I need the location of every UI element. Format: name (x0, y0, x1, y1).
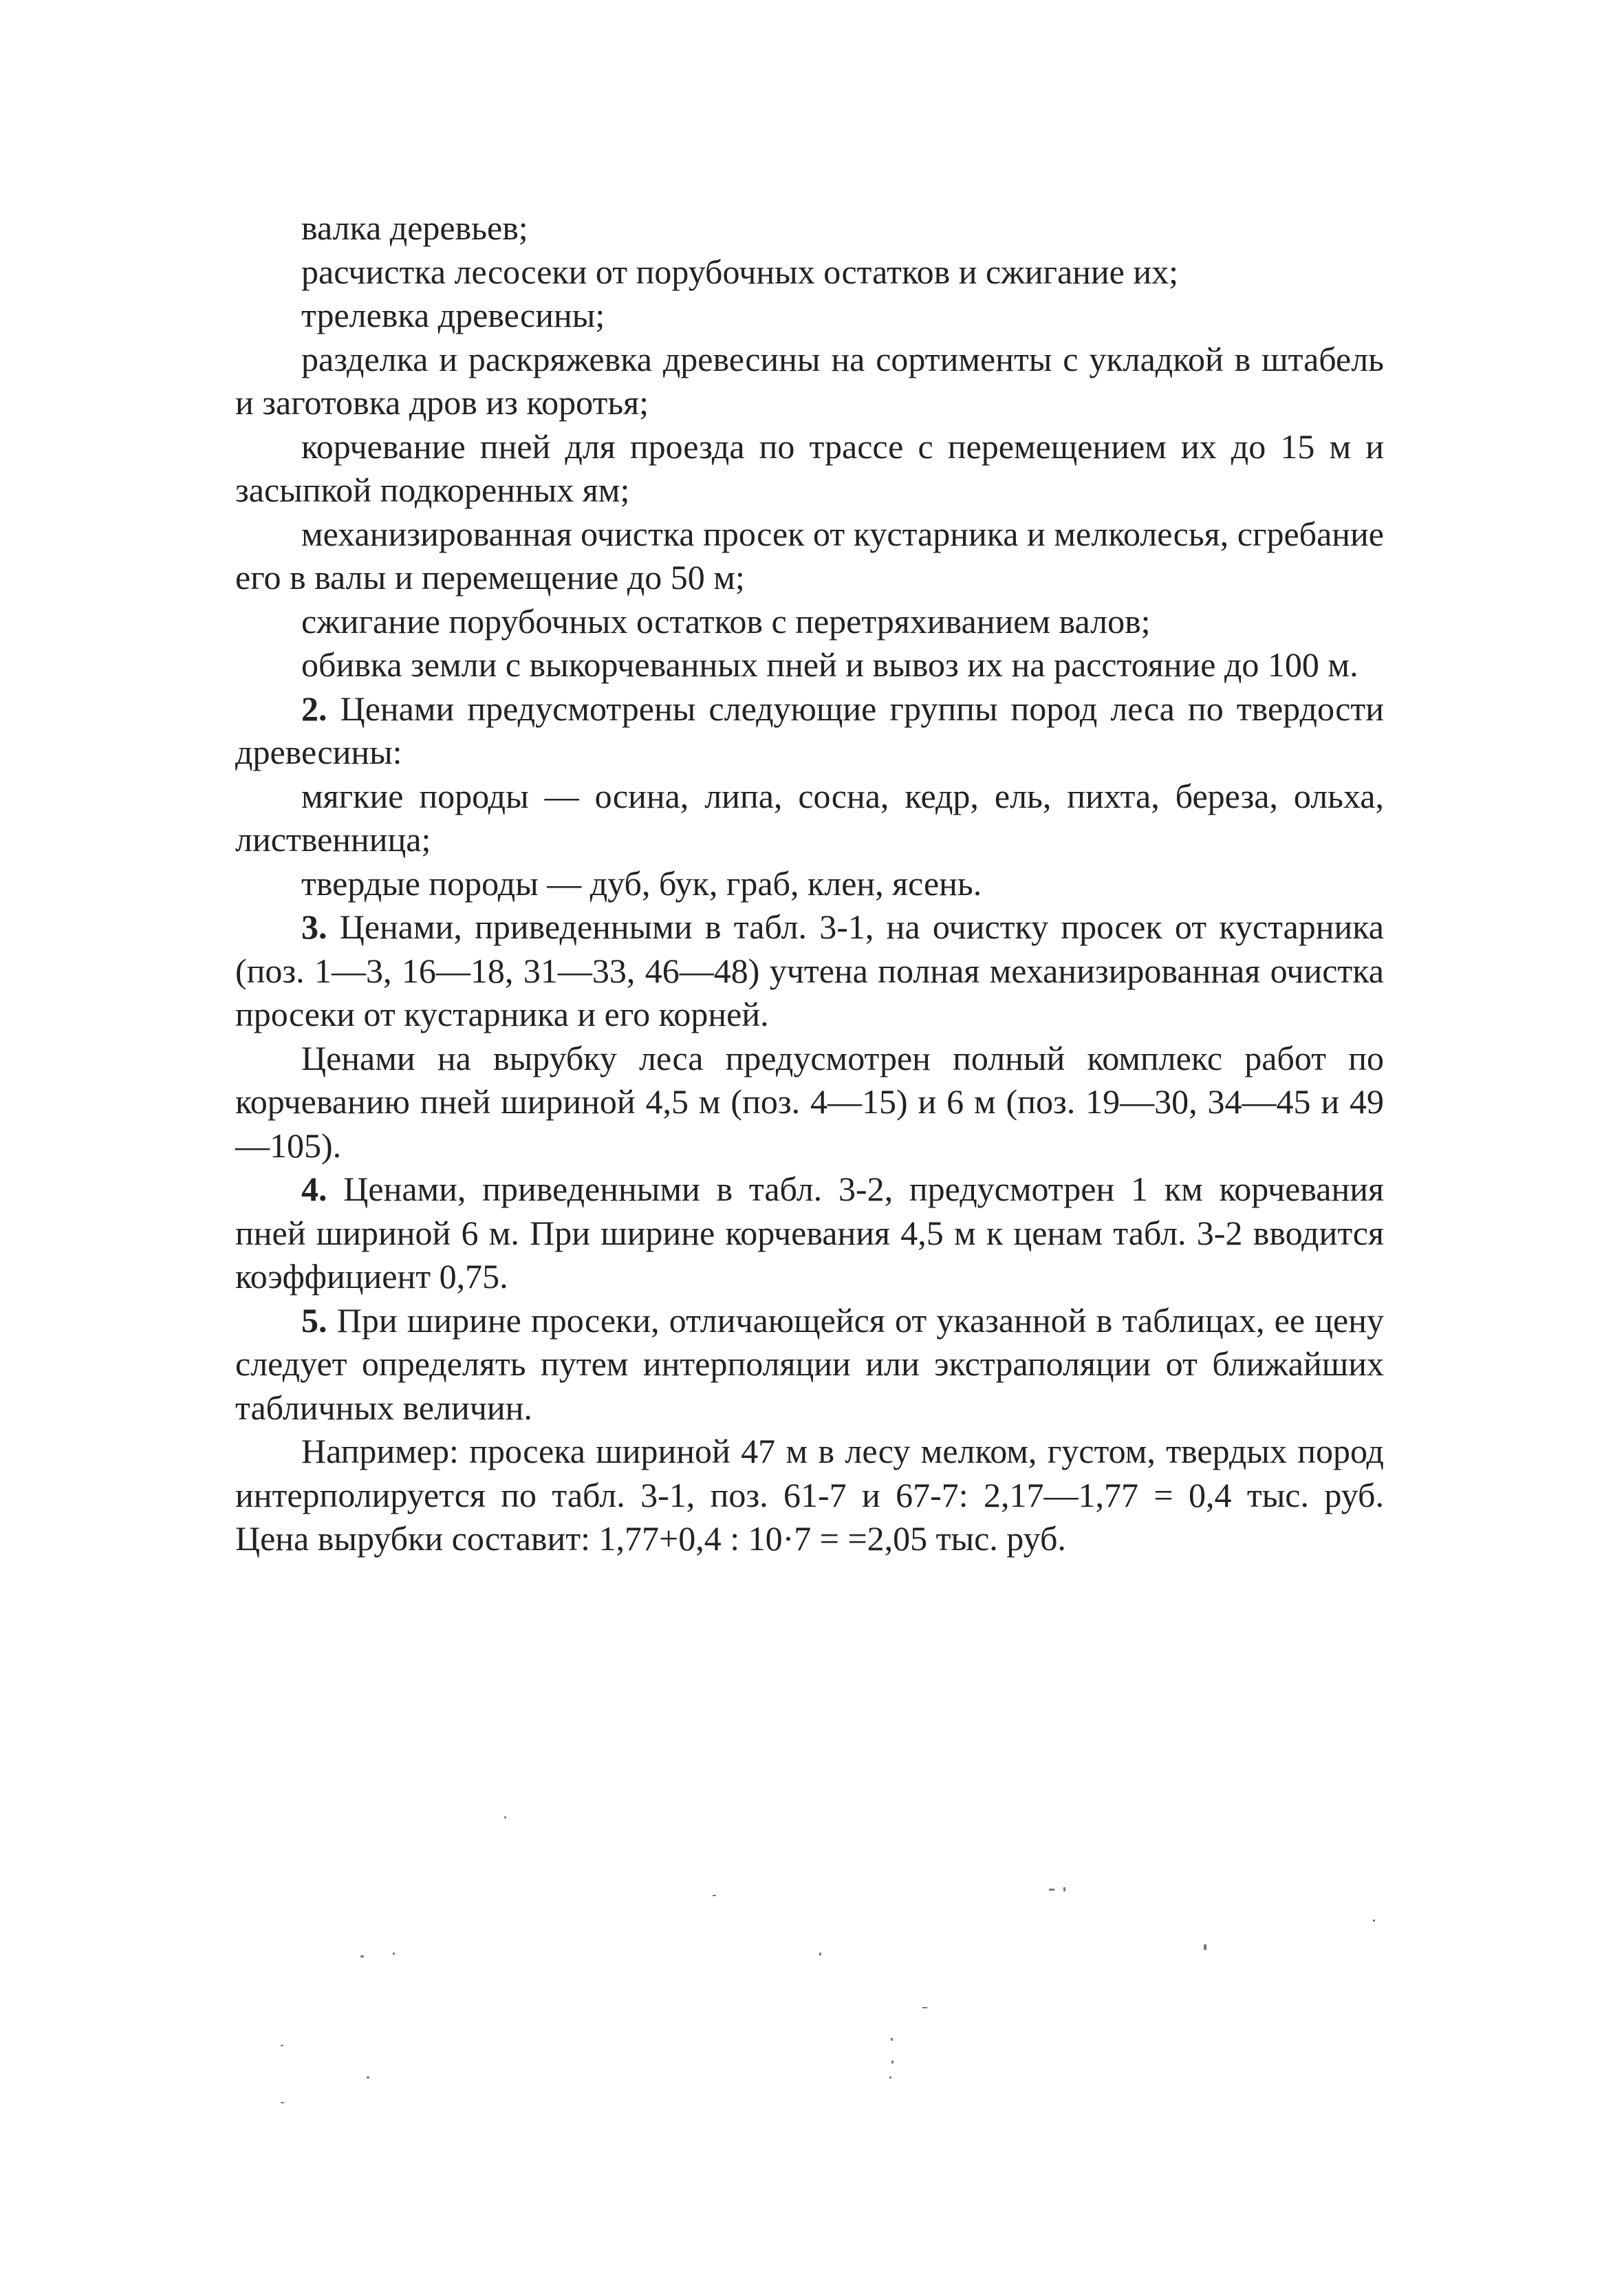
list-item: корчевание пней для проезда по трассе с перемещением их до 15 м и засыпкой подкоренных ям; (235, 427, 1384, 509)
document-page (235, 206, 1384, 1561)
list-item: трелевка древесины; (301, 296, 605, 334)
item-number: 5. (301, 1300, 327, 1340)
paragraph-example: Например: просека шириной 47 м в лесу мелком, густом, твердых пород интерполируется по табл. 3-1, поз. 61-7 и 67-7: 2,17—1,77 = 0,4 тыс. руб. Цена вырубки составит: 1,77+0,4 : 10·7 = =2,05 тыс. руб. (235, 1432, 1384, 1558)
item-number: 4. (301, 1170, 327, 1208)
paragraph-item-4 (235, 1168, 1384, 1299)
list-item: валка деревьев; (301, 208, 528, 247)
paragraph-text: При ширине просеки, отличающейся от указанной в таблицах, ее цену следует определять путем интерполяции или экстраполяции от ближайших табличных величин. (235, 1300, 1385, 1427)
list-item-soft-woods: мягкие породы — осина, липа, сосна, кедр, ель, пихта, береза, ольха, лиственница; (235, 776, 1384, 859)
paragraph-item-5 (235, 1299, 1384, 1430)
paragraph-text: Ценами, приведенными в табл. 3-1, на очистку просек от кустарника (поз. 1—3, 16—18, 31—33, 46—48) учтена полная механизированная очистка просеки от кустарника и его корней. (235, 908, 1384, 1033)
list-item: расчистка лесосеки от порубочных остатков и сжигание их; (301, 252, 1179, 291)
list-item: механизированная очистка просек от кустарника и мелколесья, сгребание его в валы и перемещение до 50 м; (235, 514, 1384, 597)
paragraph-item-3-extra: Ценами на вырубку леса предусмотрен полный комплекс работ по корчеванию пней шириной 4,5 м (поз. 4—15) и 6 м (поз. 19—30, 34—45 и 49—105). (235, 1038, 1384, 1165)
paragraph-text: Ценами предусмотрены следующие группы пород леса по твердости древесины: (235, 689, 1384, 771)
list-item: разделка и раскряжевка древесины на сортименты с укладкой в штабель и заготовка дров из коротья; (235, 339, 1384, 422)
list-item-hard-woods: твердые породы — дуб, бук, граб, клен, ясень. (301, 863, 982, 903)
paragraph-item-3 (235, 905, 1384, 1037)
paragraph-text: Ценами, приведенными в табл. 3-2, предусмотрен 1 км корчевания пней шириной 6 м. При ширине корчевания 4,5 м к ценам табл. 3-2 вводится коэффициент 0,75. (235, 1170, 1384, 1296)
list-item: обивка земли с выкорчеванных пней и вывоз их на расстояние до 100 м. (301, 645, 1358, 684)
paragraph-item-2 (235, 687, 1384, 775)
item-number: 2. (301, 689, 327, 728)
item-number: 3. (301, 908, 327, 946)
list-item: сжигание порубочных остатков с перетряхиванием валов; (301, 601, 1151, 641)
